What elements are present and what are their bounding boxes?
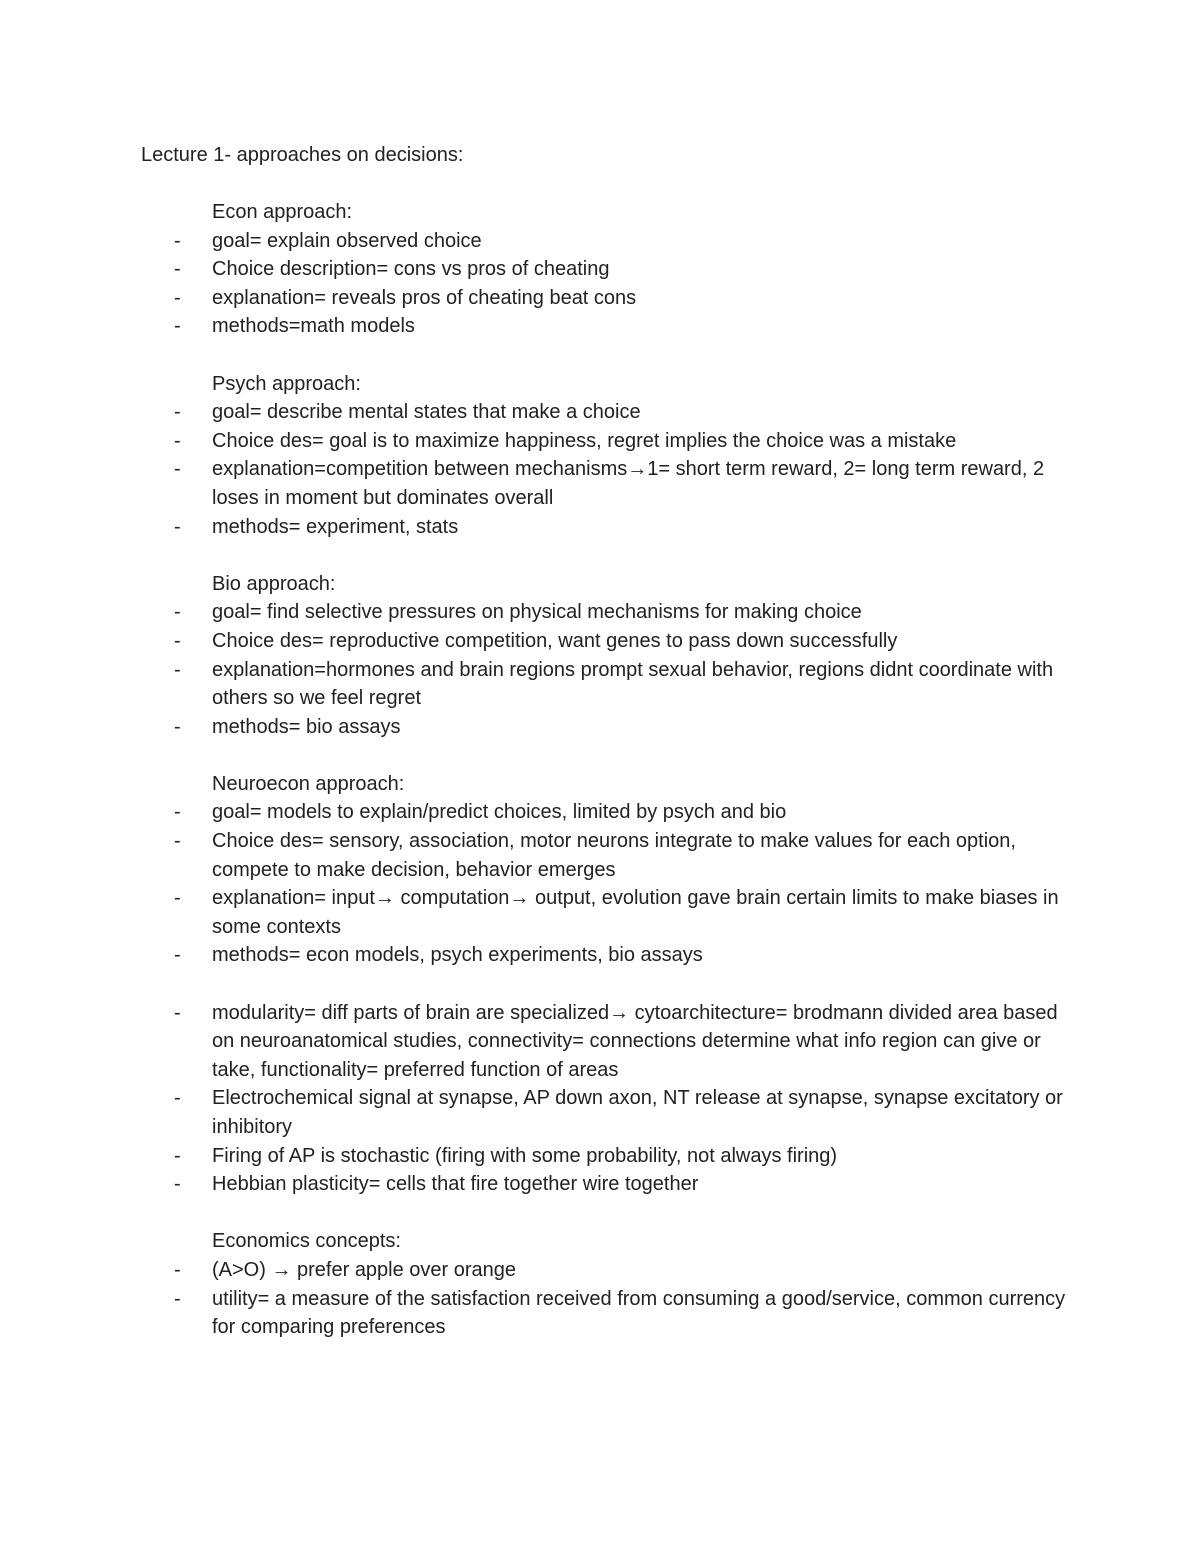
bullet-text: modularity= diff parts of brain are specialized→ cytoarchitecture= brodmann divided area based on neuroanatomical studies, connectivity= connections determine what info region can give or take, functionality= preferred function of areas: [212, 1001, 1058, 1081]
bullet-item: [0, 598, 1200, 627]
dash-bullet-icon: -: [174, 315, 181, 338]
dash-bullet-icon: -: [174, 1258, 181, 1281]
dash-bullet-icon: -: [174, 658, 181, 681]
bullet-item: [0, 827, 1200, 884]
dash-bullet-icon: -: [174, 1087, 181, 1110]
bullet-item: [0, 284, 1200, 313]
section-heading: Economics concepts:: [212, 1230, 401, 1253]
bullet-text: Electrochemical signal at synapse, AP down axon, NT release at synapse, synapse excitatory or inhibitory: [212, 1087, 1063, 1138]
document-body: [0, 198, 1200, 1342]
bullet-item: [0, 713, 1200, 742]
bullet-text: goal= find selective pressures on physical mechanisms for making choice: [212, 601, 862, 624]
bullet-item: [0, 227, 1200, 256]
notes-section: [0, 770, 1200, 970]
bullet-text: explanation= input→ computation→ output, evolution gave brain certain limits to make biases in some contexts: [212, 887, 1059, 938]
bullet-item: [0, 798, 1200, 827]
bullet-text: goal= models to explain/predict choices, limited by psych and bio: [212, 801, 787, 824]
bullet-item: [0, 255, 1200, 284]
notes-section: [0, 198, 1200, 341]
bullet-text: methods= experiment, stats: [212, 515, 459, 538]
dash-bullet-icon: -: [174, 229, 181, 252]
dash-bullet-icon: -: [174, 830, 181, 853]
bullet-item: [0, 999, 1200, 1085]
bullet-item: [0, 1142, 1200, 1171]
dash-bullet-icon: -: [174, 601, 181, 624]
bullet-item: [0, 398, 1200, 427]
dash-bullet-icon: -: [174, 458, 181, 481]
bullet-text: methods= bio assays: [212, 715, 401, 738]
bullet-text: explanation= reveals pros of cheating beat cons: [212, 286, 637, 309]
bullet-text: Choice description= cons vs pros of cheating: [212, 258, 610, 281]
bullet-text: Choice des= goal is to maximize happiness, regret implies the choice was a mistake: [212, 429, 957, 452]
notes-section: [0, 999, 1200, 1199]
bullet-item: [0, 1285, 1200, 1342]
bullet-text: methods=math models: [212, 315, 415, 338]
dash-bullet-icon: -: [174, 401, 181, 424]
bullet-item: [0, 1256, 1200, 1285]
notes-section: [0, 1227, 1200, 1341]
notes-section: [0, 570, 1200, 742]
bullet-item: [0, 627, 1200, 656]
section-heading: Neuroecon approach:: [212, 772, 405, 795]
bullet-text: goal= describe mental states that make a choice: [212, 401, 641, 424]
dash-bullet-icon: -: [174, 515, 181, 538]
dash-bullet-icon: -: [174, 715, 181, 738]
bullet-text: Firing of AP is stochastic (firing with some probability, not always firing): [212, 1144, 838, 1167]
bullet-item: [0, 656, 1200, 713]
bullet-item: [0, 941, 1200, 970]
dash-bullet-icon: -: [174, 944, 181, 967]
dash-bullet-icon: -: [174, 629, 181, 652]
bullet-item: [0, 312, 1200, 341]
dash-bullet-icon: -: [174, 258, 181, 281]
bullet-text: Hebbian plasticity= cells that fire together wire together: [212, 1173, 699, 1196]
section-heading: Econ approach:: [212, 201, 353, 223]
dash-bullet-icon: -: [174, 1287, 181, 1310]
bullet-item: [0, 427, 1200, 456]
section-heading: Bio approach:: [212, 572, 336, 595]
notes-section: [0, 370, 1200, 542]
bullet-text: explanation=competition between mechanisms→1= short term reward, 2= long term reward, 2 loses in moment but dominates overall: [212, 458, 1045, 509]
bullet-item: [0, 513, 1200, 542]
bullet-item: [0, 884, 1200, 941]
bullet-text: goal= explain observed choice: [212, 229, 482, 252]
dash-bullet-icon: -: [174, 887, 181, 910]
dash-bullet-icon: -: [174, 429, 181, 452]
bullet-item: [0, 455, 1200, 512]
bullet-text: (A>O) → prefer apple over orange: [212, 1258, 517, 1281]
dash-bullet-icon: -: [174, 286, 181, 309]
bullet-text: utility= a measure of the satisfaction received from consuming a good/service, common currency for comparing preferences: [212, 1287, 1066, 1339]
bullet-item: [0, 1170, 1200, 1199]
dash-bullet-icon: -: [174, 1001, 181, 1024]
bullet-text: explanation=hormones and brain regions prompt sexual behavior, regions didnt coordinate with others so we feel regret: [212, 658, 1054, 710]
bullet-text: Choice des= sensory, association, motor neurons integrate to make values for each option, compete to make decision, behavior emerges: [212, 830, 1016, 881]
dash-bullet-icon: -: [174, 801, 181, 824]
document-title: Lecture 1- approaches on decisions:: [141, 144, 464, 166]
bullet-item: [0, 1084, 1200, 1141]
dash-bullet-icon: -: [174, 1173, 181, 1196]
section-heading: Psych approach:: [212, 372, 361, 395]
bullet-text: methods= econ models, psych experiments, bio assays: [212, 944, 703, 967]
bullet-text: Choice des= reproductive competition, want genes to pass down successfully: [212, 629, 898, 652]
dash-bullet-icon: -: [174, 1144, 181, 1167]
